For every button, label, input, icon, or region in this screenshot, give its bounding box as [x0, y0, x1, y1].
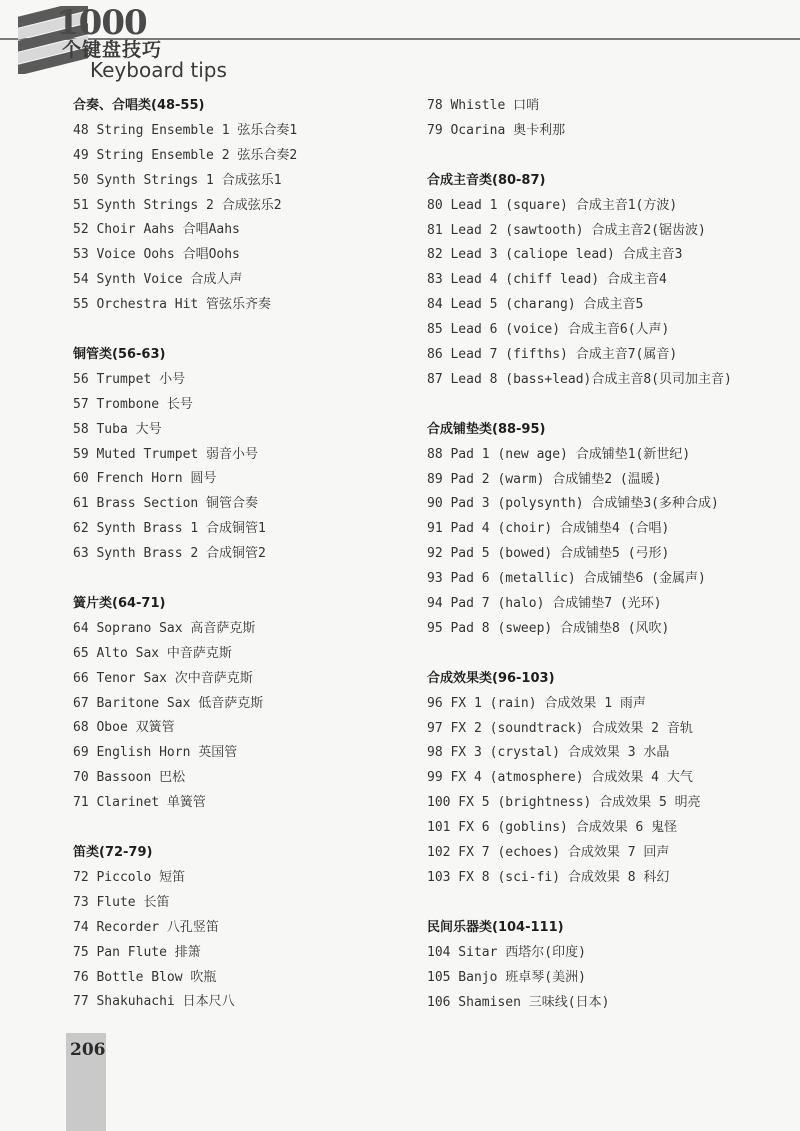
instrument-entry: 49 String Ensemble 2 弦乐合奏2	[73, 147, 298, 163]
instrument-entry: 94 Pad 7 (halo) 合成铺垫7 (光环)	[427, 596, 662, 612]
instrument-entry: 53 Voice Oohs 合唱Oohs	[73, 247, 240, 263]
instrument-entry: 60 French Horn 圆号	[73, 471, 217, 487]
instrument-entry: 72 Piccolo 短笛	[73, 869, 186, 885]
section-title: 笛类(72-79)	[73, 845, 153, 861]
instrument-entry: 77 Shakuhachi 日本尺八	[73, 994, 235, 1010]
instrument-entry: 84 Lead 5 (charang) 合成主音5	[427, 297, 644, 313]
instrument-section-continued	[427, 94, 787, 144]
section-title: 铜管类(56-63)	[73, 347, 166, 363]
instrument-entry: 81 Lead 2 (sawtooth) 合成主音2(锯齿波)	[427, 222, 706, 238]
instrument-entry: 91 Pad 4 (choir) 合成铺垫4 (合唱)	[427, 521, 670, 537]
section-title: 合成效果类(96-103)	[427, 670, 555, 686]
instrument-entry: 64 Soprano Sax 高音萨克斯	[73, 620, 256, 636]
instrument-entry: 98 FX 3 (crystal) 合成效果 3 水晶	[427, 745, 670, 761]
book-header	[0, 0, 800, 90]
section-title: 合成主音类(80-87)	[427, 172, 546, 188]
instrument-entry: 106 Shamisen 三味线(日本)	[427, 994, 610, 1010]
instrument-section	[73, 94, 393, 318]
instrument-entry: 69 English Horn 英国管	[73, 745, 238, 761]
instrument-entry: 86 Lead 7 (fifths) 合成主音7(属音)	[427, 347, 678, 363]
instrument-entry: 70 Bassoon 巴松	[73, 770, 186, 786]
instrument-entry: 68 Oboe 双簧管	[73, 720, 175, 736]
instrument-entry: 96 FX 1 (rain) 合成效果 1 雨声	[427, 695, 646, 711]
instrument-entry: 48 String Ensemble 1 弦乐合奏1	[73, 122, 298, 138]
logo-chinese-title: 个键盘技巧	[62, 39, 163, 61]
logo-number: 1000	[56, 3, 147, 43]
instrument-entry: 62 Synth Brass 1 合成铜管1	[73, 521, 266, 537]
instrument-entry: 51 Synth Strings 2 合成弦乐2	[73, 197, 282, 213]
instrument-entry: 104 Sitar 西塔尔(印度)	[427, 944, 586, 960]
section-title: 簧片类(64-71)	[73, 596, 166, 612]
instrument-section	[427, 667, 787, 891]
instrument-entry: 95 Pad 8 (sweep) 合成铺垫8 (风吹)	[427, 620, 670, 636]
instrument-entry: 61 Brass Section 铜管合奏	[73, 496, 259, 512]
instrument-section	[427, 916, 787, 1016]
instrument-entry: 71 Clarinet 单簧管	[73, 795, 206, 811]
instrument-entry: 66 Tenor Sax 次中音萨克斯	[73, 670, 253, 686]
instrument-entry: 100 FX 5 (brightness) 合成效果 5 明亮	[427, 795, 701, 811]
instrument-entry: 101 FX 6 (goblins) 合成效果 6 鬼怪	[427, 820, 678, 836]
instrument-entry: 67 Baritone Sax 低音萨克斯	[73, 695, 264, 711]
instrument-section	[427, 169, 787, 393]
instrument-entry: 83 Lead 4 (chiff lead) 合成主音4	[427, 272, 667, 288]
page-number: 206	[70, 1040, 106, 1060]
instrument-entry: 82 Lead 3 (caliope lead) 合成主音3	[427, 247, 683, 263]
instrument-section	[427, 418, 787, 642]
instrument-entry: 50 Synth Strings 1 合成弦乐1	[73, 172, 282, 188]
instrument-entry: 56 Trumpet 小号	[73, 371, 186, 387]
instrument-entry: 103 FX 8 (sci-fi) 合成效果 8 科幻	[427, 869, 670, 885]
instrument-entry: 102 FX 7 (echoes) 合成效果 7 回声	[427, 845, 670, 861]
instrument-entry: 75 Pan Flute 排箫	[73, 944, 201, 960]
instrument-entry: 97 FX 2 (soundtrack) 合成效果 2 音轨	[427, 720, 693, 736]
instrument-entry: 59 Muted Trumpet 弱音小号	[73, 446, 259, 462]
instrument-entry: 54 Synth Voice 合成人声	[73, 272, 243, 288]
instrument-section	[73, 592, 393, 816]
instrument-entry: 89 Pad 2 (warm) 合成铺垫2 (温暖)	[427, 471, 662, 487]
section-title: 民间乐器类(104-111)	[427, 919, 564, 935]
section-title: 合成铺垫类(88-95)	[427, 421, 546, 437]
instrument-entry: 88 Pad 1 (new age) 合成铺垫1(新世纪)	[427, 446, 691, 462]
instrument-entry: 80 Lead 1 (square) 合成主音1(方波)	[427, 197, 678, 213]
instrument-entry: 74 Recorder 八孔竖笛	[73, 919, 219, 935]
instrument-entry: 85 Lead 6 (voice) 合成主音6(人声)	[427, 322, 670, 338]
logo-english-title: Keyboard tips	[90, 58, 227, 82]
instrument-entry: 90 Pad 3 (polysynth) 合成铺垫3(多种合成)	[427, 496, 719, 512]
instrument-entry: 92 Pad 5 (bowed) 合成铺垫5 (弓形)	[427, 546, 670, 562]
instrument-entry: 99 FX 4 (atmosphere) 合成效果 4 大气	[427, 770, 693, 786]
instrument-entry: 76 Bottle Blow 吹瓶	[73, 969, 217, 985]
instrument-entry: 58 Tuba 大号	[73, 421, 162, 437]
instrument-entry: 55 Orchestra Hit 管弦乐齐奏	[73, 297, 272, 313]
section-title: 合奏、合唱类(48-55)	[73, 98, 205, 113]
instrument-entry: 73 Flute 长笛	[73, 894, 170, 910]
instrument-entry: 105 Banjo 班卓琴(美洲)	[427, 969, 586, 985]
instrument-entry: 63 Synth Brass 2 合成铜管2	[73, 546, 266, 562]
instrument-entry: 57 Trombone 长号	[73, 396, 193, 412]
left-column	[73, 94, 393, 1040]
instrument-section	[73, 841, 393, 1015]
instrument-entry: 87 Lead 8 (bass+lead)合成主音8(贝司加主音)	[427, 371, 732, 387]
instrument-entry: 79 Ocarina 奥卡利那	[427, 122, 566, 138]
instrument-entry: 65 Alto Sax 中音萨克斯	[73, 645, 232, 661]
instrument-entry: 78 Whistle 口哨	[427, 98, 540, 113]
right-column	[427, 94, 787, 1040]
instrument-entry: 93 Pad 6 (metallic) 合成铺垫6 (金属声)	[427, 571, 706, 587]
instrument-section	[73, 343, 393, 567]
instrument-entry: 52 Choir Aahs 合唱Aahs	[73, 222, 240, 238]
